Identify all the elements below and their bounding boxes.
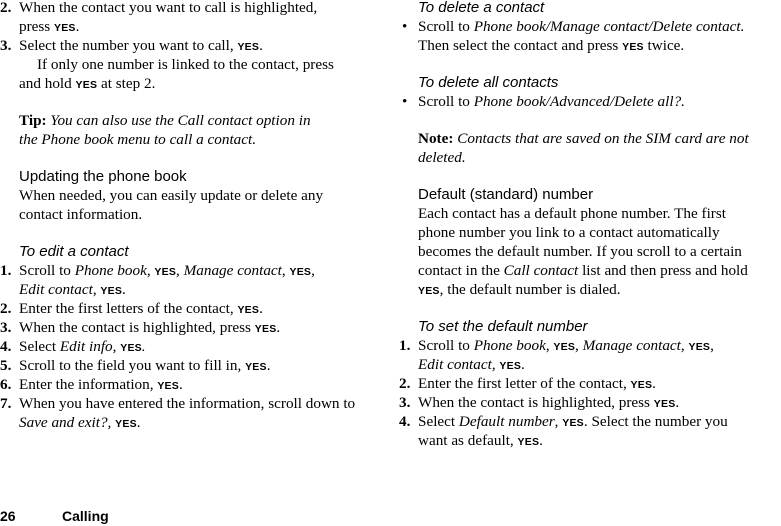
yes-key: YES xyxy=(100,285,123,297)
yes-key: YES xyxy=(622,41,644,53)
yes-key: YES xyxy=(688,341,711,353)
yes-key: YES xyxy=(237,41,260,53)
page-number: 26 xyxy=(0,508,16,524)
yes-key: YES xyxy=(499,360,522,372)
yes-key: YES xyxy=(154,266,177,278)
yes-key: YES xyxy=(653,398,676,410)
yes-key: YES xyxy=(289,266,312,278)
yes-key: YES xyxy=(245,361,267,373)
yes-key: YES xyxy=(630,379,653,391)
yes-key: YES xyxy=(553,341,576,353)
yes-key: YES xyxy=(75,79,98,91)
yes-key: YES xyxy=(418,285,440,297)
yes-key: YES xyxy=(157,380,179,392)
yes-key: YES xyxy=(562,417,584,429)
yes-key: YES xyxy=(54,22,76,34)
yes-key: YES xyxy=(115,418,137,430)
section-title: Calling xyxy=(62,508,109,524)
yes-key: YES xyxy=(517,436,540,448)
yes-key: YES xyxy=(120,342,142,354)
yes-key: YES xyxy=(254,323,277,335)
yes-key: YES xyxy=(237,304,260,316)
